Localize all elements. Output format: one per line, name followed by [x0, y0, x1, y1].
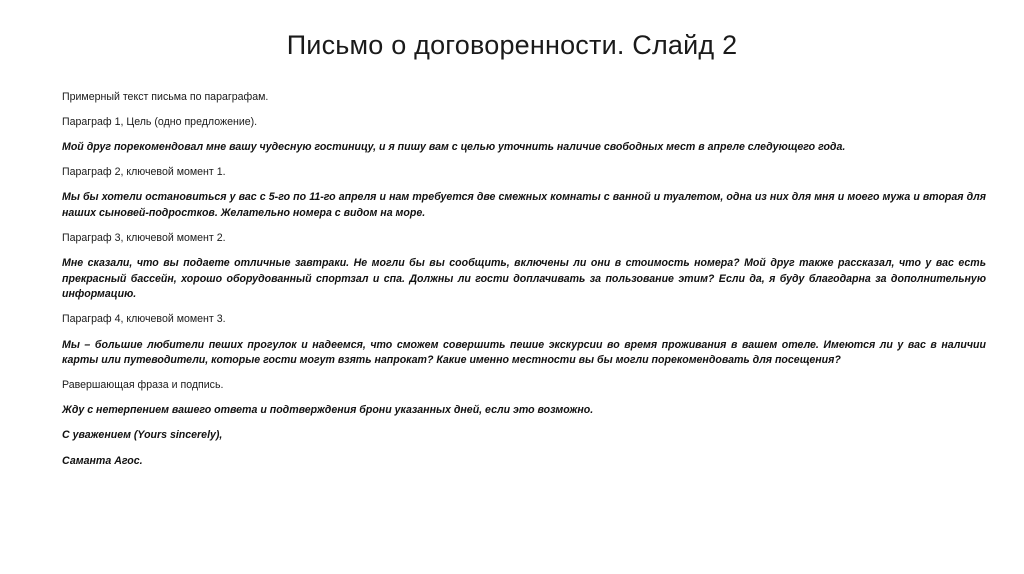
- paragraph-2-example: Мы бы хотели остановиться у вас с 5-го по 11-го апреля и нам требуется две смежных комнаты с ванной и туалетом, одна из них для мня и моего мужа и вторая для наших сыновей-подростков. Желательно номера с видом на море.: [62, 191, 986, 219]
- closing-heading: Равершающая фраза и подпись.: [62, 379, 224, 392]
- paragraph-4-heading: Параграф 4, ключевой момент 3.: [62, 313, 226, 326]
- closing-phrase: Жду с нетерпением вашего ответа и подтверждения брони указанных дней, если это возможно.: [62, 404, 594, 417]
- paragraph-2-heading: Параграф 2, ключевой момент 1.: [62, 166, 226, 179]
- paragraph-1-heading: Параграф 1, Цель (одно предложение).: [62, 116, 258, 129]
- sign-off: С уважением (Yours sincerely),: [62, 429, 223, 442]
- slide-body: [62, 90, 986, 479]
- signature-name: Саманта Агос.: [62, 454, 143, 467]
- intro-text: Примерный текст письма по параграфам.: [62, 91, 269, 103]
- paragraph-1-example: Мой друг порекомендовал мне вашу чудесную гостиницу, и я пишу вам с целью уточнить наличие свободных мест в апреле следующего года.: [62, 141, 846, 154]
- paragraph-4-example: Мы – большие любители пеших прогулок и надеемся, что сможем совершить пешие экскурсии во время проживания в вашем отеле. Имеются ли у вас в наличии карты или путеводители, которые гости могут взять напрокат? Какие именно местности вы бы могли порекомендовать для посещения?: [62, 338, 986, 367]
- paragraph-3-heading: Параграф 3, ключевой момент 2.: [62, 232, 226, 245]
- slide-title: Письмо о договоренности. Слайд 2: [286, 30, 738, 60]
- paragraph-3-example: Мне сказали, что вы подаете отличные завтраки. Не могли бы вы сообщить, включены ли они в стоимость номера? Мой друг также рассказал, что у вас есть прекрасный бассейн, хорошо оборудованный спортзал и спа. Должны ли гости доплачивать за пользование этим? Если да, я буду благодарна за дополнительную информацию.: [62, 257, 986, 301]
